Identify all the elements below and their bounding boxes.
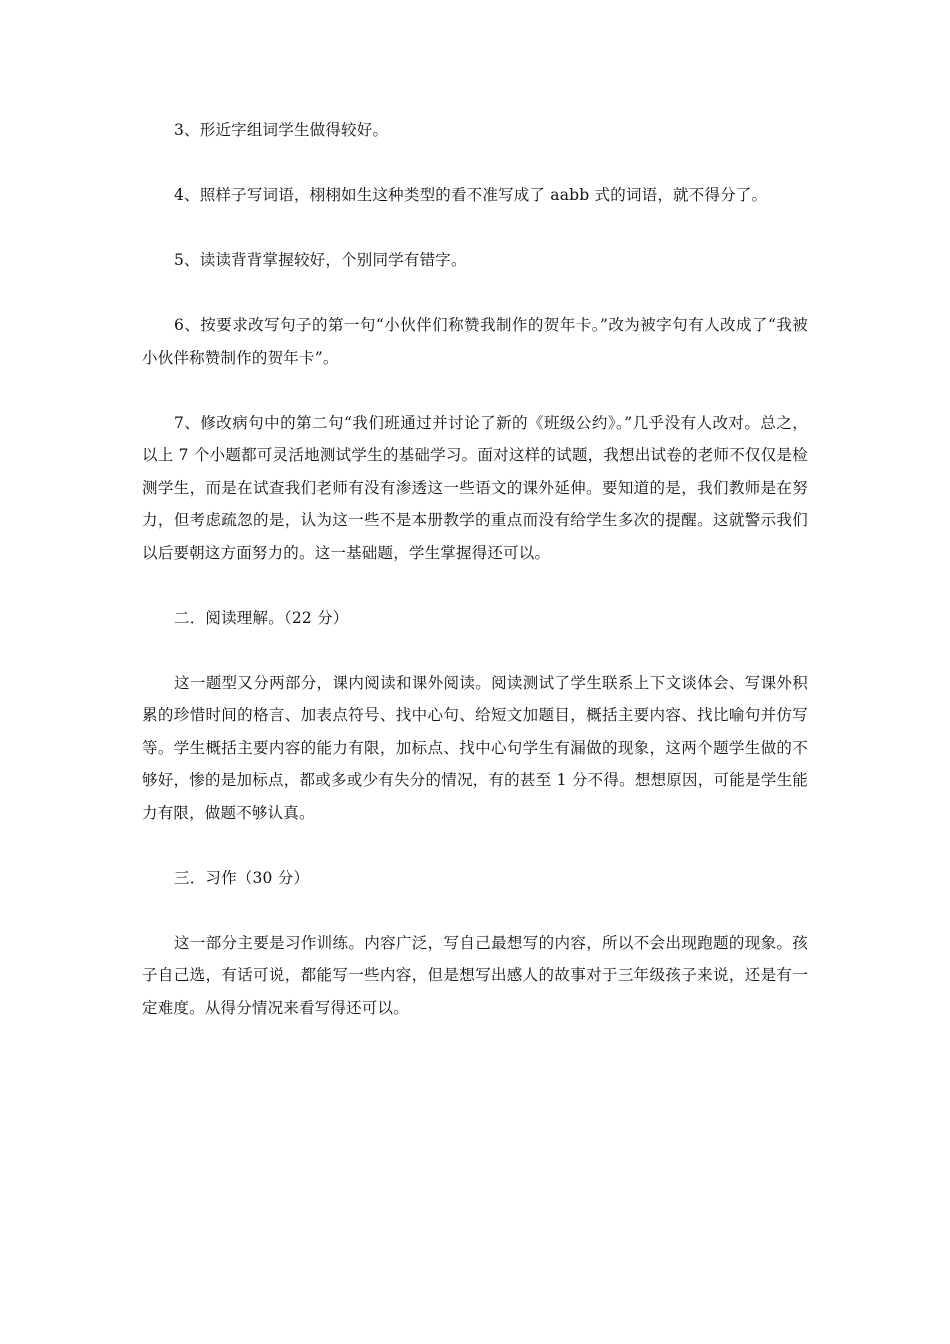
- section-3-body: 这一部分主要是习作训练。内容广泛，写自己最想写的内容，所以不会出现跑题的现象。孩子自己选，有话可说，都能写一些内容，但是想写出感人的故事对于三年级孩子来说，还是有一定难度。从得分情况来看写得还可以。: [142, 933, 808, 1017]
- document-body: [142, 114, 808, 1024]
- item-6: 6、按要求改写句子的第一句“小伙伴们称赞我制作的贺年卡。”改为被字句有人改成了“我被小伙伴称赞制作的贺年卡”。: [142, 316, 808, 367]
- item-3: 3、形近字组词学生做得较好。: [174, 121, 389, 139]
- paragraph-gap: [142, 147, 808, 180]
- paragraph-gap: [142, 829, 808, 862]
- item-7: 7、修改病句中的第二句“我们班通过并讨论了新的《班级公约》。”几乎没有人改对。总之，以上 7 个小题都可灵活地测试学生的基础学习。面对这样的试题，我想出试卷的老师不仅仅是检测学生，而是在试查我们老师有没有渗透这一些语文的课外延伸。要知道的是，我们教师是在努力，但考虑疏忽的是，认为这一些不是本册教学的重点而没有给学生多次的提醒。这就警示我们以后要朝这方面努力的。这一基础题，学生掌握得还可以。: [142, 413, 808, 562]
- paragraph-gap: [142, 374, 808, 407]
- paragraph-gap: [142, 212, 808, 245]
- item-4: 4、照样子写词语，栩栩如生这种类型的看不准写成了 aabb 式的词语，就不得分了。: [174, 186, 768, 204]
- section-2-body: 这一题型又分两部分，课内阅读和课外阅读。阅读测试了学生联系上下文谈体会、写课外积累的珍惜时间的格言、加表点符号、找中心句、给短文加题目，概括主要内容、找比喻句并仿写等。学生概括主要内容的能力有限，加标点、找中心句学生有漏做的现象，这两个题学生做的不够好，惨的是加标点，都或多或少有失分的情况，有的甚至 1 分不得。想想原因，可能是学生能力有限，做题不够认真。: [142, 673, 808, 822]
- paragraph-gap: [142, 569, 808, 602]
- section-3-heading: 三．习作（30 分）: [174, 868, 310, 887]
- section-2-heading: 二．阅读理解。（22 分）: [174, 608, 349, 627]
- paragraph-gap: [142, 277, 808, 310]
- paragraph-gap: [142, 634, 808, 667]
- item-5: 5、读读背背掌握较好，个别同学有错字。: [174, 251, 467, 269]
- paragraph-gap: [142, 894, 808, 927]
